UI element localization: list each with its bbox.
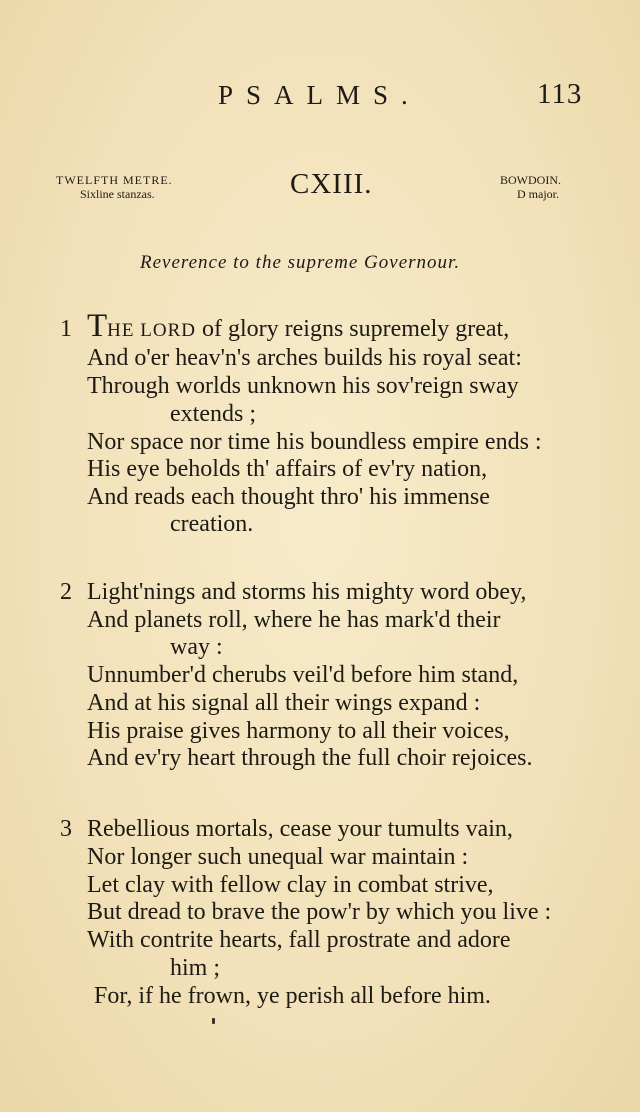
stanza-line: Light'nings and storms his mighty word obey, bbox=[87, 579, 527, 605]
tune-key: D major. bbox=[517, 187, 559, 201]
stanza-line-continuation: creation. bbox=[170, 511, 254, 537]
stanza-line: Nor longer such unequal war maintain : bbox=[87, 844, 469, 870]
stanza-number: 3 bbox=[60, 816, 72, 842]
stanza-line: Rebellious mortals, cease your tumults vain, bbox=[87, 816, 513, 842]
stanza-line: And ev'ry heart through the full choir rejoices. bbox=[87, 745, 533, 771]
metre-line-2: Sixline stanzas. bbox=[80, 187, 155, 201]
small-caps-text: HE LORD bbox=[107, 320, 196, 341]
stanza-line: Nor space nor time his boundless empire ends : bbox=[87, 429, 542, 455]
stanza-line-continuation: way : bbox=[170, 634, 223, 660]
stanza-line bbox=[87, 308, 510, 345]
stanza-line: Through worlds unknown his sov'reign sway bbox=[87, 373, 519, 399]
stanza-line: His praise gives harmony to all their voices, bbox=[87, 718, 510, 744]
stanza-line: With contrite hearts, fall prostrate and adore bbox=[87, 927, 511, 953]
stanza-line: And at his signal all their wings expand : bbox=[87, 690, 481, 716]
stanza-line: And reads each thought thro' his immense bbox=[87, 484, 490, 510]
stanza-line-continuation: him ; bbox=[170, 955, 221, 981]
tune-name: BOWDOIN. bbox=[500, 173, 561, 187]
stanza-line: But dread to brave the pow'r by which you live : bbox=[87, 899, 552, 925]
stanza-number: 2 bbox=[60, 579, 72, 605]
stanza-number: 1 bbox=[60, 316, 72, 342]
psalm-number: CXIII. bbox=[290, 168, 373, 200]
stanza-line: Unnumber'd cherubs veil'd before him stand, bbox=[87, 662, 519, 688]
metre-info bbox=[56, 173, 173, 201]
drop-cap: T bbox=[87, 308, 108, 344]
stanza-line: Let clay with fellow clay in combat strive, bbox=[87, 872, 494, 898]
metre-line-1: TWELFTH METRE. bbox=[56, 173, 173, 187]
header-title: PSALMS. bbox=[218, 80, 421, 110]
stanza-line: And planets roll, where he has mark'd their bbox=[87, 607, 501, 633]
tune-info bbox=[500, 173, 561, 201]
stanza-line: And o'er heav'n's arches builds his royal seat: bbox=[87, 345, 522, 371]
line-text: of glory reigns supremely great, bbox=[195, 316, 510, 342]
stanza-line-continuation: extends ; bbox=[170, 401, 256, 427]
stanza-line: His eye beholds th' affairs of ev'ry nation, bbox=[87, 456, 488, 482]
psalm-subtitle: Reverence to the supreme Governour. bbox=[140, 252, 461, 273]
stanza-line: For, if he frown, ye perish all before him. bbox=[94, 983, 491, 1009]
page-number: 113 bbox=[537, 78, 583, 110]
ink-mark bbox=[212, 1018, 215, 1024]
